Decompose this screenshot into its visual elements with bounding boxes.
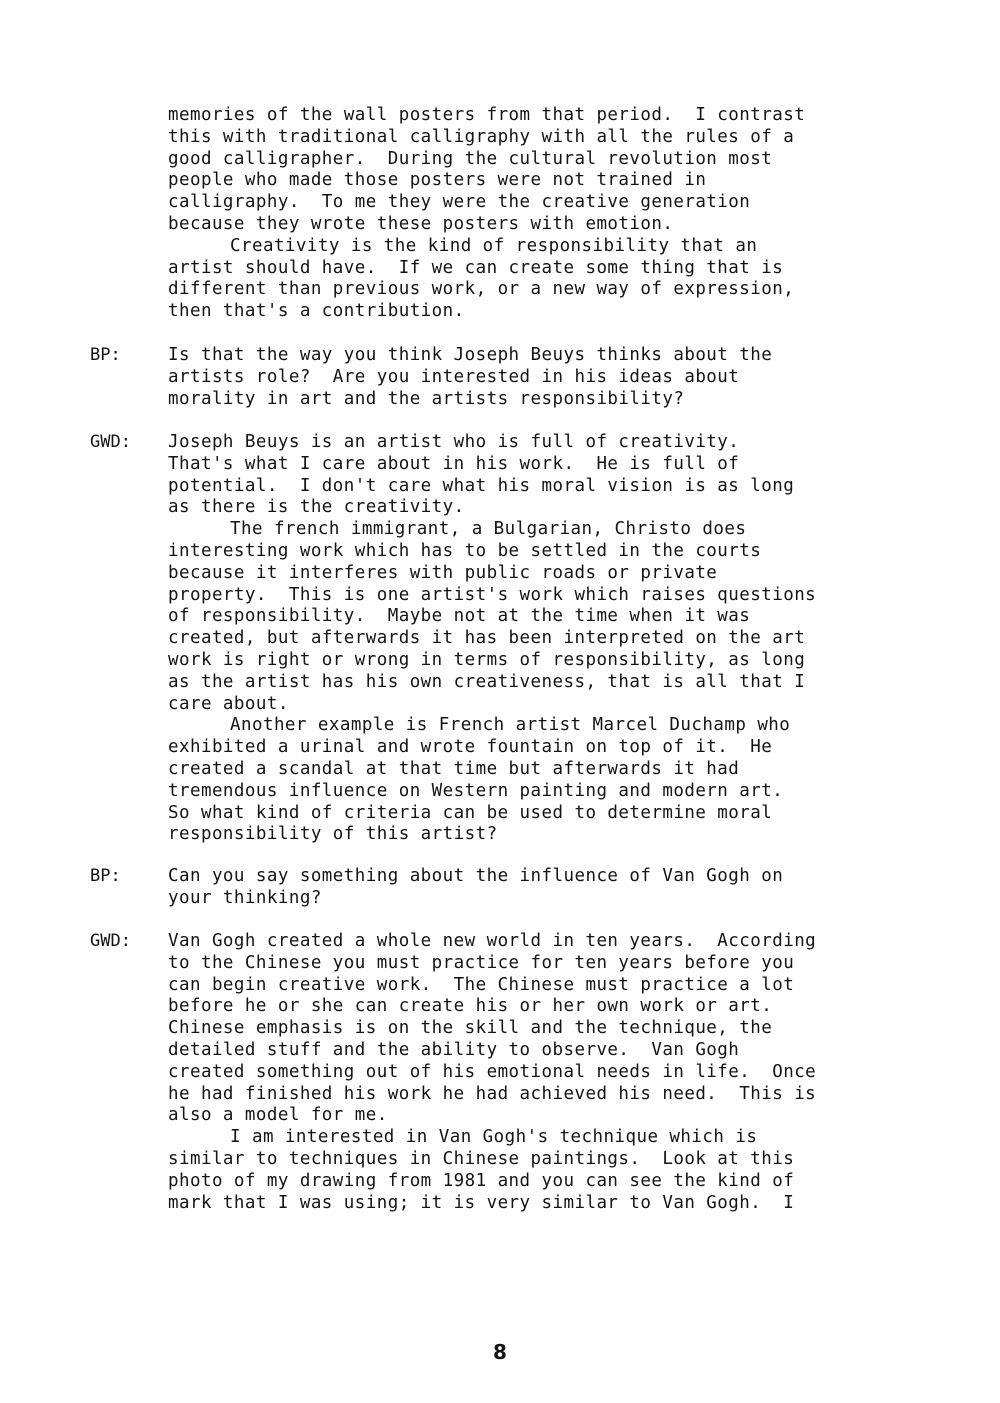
text-line: can begin creative work. The Chinese must practice a lot	[168, 974, 795, 995]
text-line: That's what I care about in his work. He is full of	[168, 453, 740, 474]
text-line: Van Gogh created a whole new world in ten years. According	[168, 931, 817, 951]
speaker-label: BP:	[90, 866, 121, 886]
text-line: this with traditional calligraphy with all the rules of a	[168, 126, 795, 147]
text-line: as the artist has his own creativeness, that is all that I	[168, 671, 806, 692]
speech-text	[168, 345, 958, 410]
speaker-label: GWD:	[90, 432, 131, 452]
paragraph	[168, 105, 958, 236]
text-line: care about.	[168, 693, 289, 714]
text-line: morality in art and the artists responsibility?	[168, 388, 685, 409]
text-line: exhibited a urinal and wrote fountain on top of it. He	[168, 737, 773, 758]
text-line: potential. I don't care what his moral vision is as long	[168, 475, 795, 496]
text-line: as there is the creativity.	[168, 497, 465, 518]
page-number: 8	[493, 1340, 507, 1364]
text-line: he had finished his work he had achieved his need. This is	[168, 1083, 817, 1104]
paragraph	[168, 1127, 958, 1214]
paragraph	[168, 432, 958, 519]
text-line: So what kind of criteria can be used to determine moral	[168, 802, 773, 823]
text-line: artists role? Are you interested in his ideas about	[168, 366, 740, 387]
text-line: property. This is one artist's work which raises questions	[168, 584, 817, 605]
text-line: Creativity is the kind of responsibility that an	[230, 235, 758, 256]
text-line: also a model for me.	[168, 1105, 388, 1126]
speaker-label: BP:	[90, 345, 121, 365]
text-line: different than previous work, or a new way of expression,	[168, 279, 795, 300]
text-line: of responsibility. Maybe not at the time when it was	[168, 606, 751, 627]
speech-text	[168, 866, 958, 910]
text-line: before he or she can create his or her own work or art.	[168, 996, 773, 1017]
text-line: similar to techniques in Chinese paintings. Look at this	[168, 1148, 795, 1169]
speech-text	[168, 432, 958, 846]
paragraph	[168, 866, 958, 910]
text-line: calligraphy. To me they were the creative generation	[168, 192, 751, 213]
text-line: created, but afterwards it has been interpreted on the art	[168, 628, 806, 649]
text-line: created something out of his emotional needs in life. Once	[168, 1061, 817, 1082]
text-line: Another example is French artist Marcel Duchamp who	[230, 715, 791, 736]
text-line: created a scandal at that time but afterwards it had	[168, 758, 740, 779]
text-line: Chinese emphasis is on the skill and the technique, the	[168, 1018, 773, 1039]
text-line: mark that I was using; it is very similar to Van Gogh. I	[168, 1192, 795, 1213]
paragraph	[168, 931, 958, 1127]
text-line: interesting work which has to be settled in the courts	[168, 540, 762, 561]
text-line: The french immigrant, a Bulgarian, Christo does	[230, 519, 747, 540]
speaker-label: GWD:	[90, 931, 131, 951]
text-line: responsibility of this artist?	[168, 824, 498, 845]
text-line: because it interferes with public roads or private	[168, 562, 718, 583]
text-line: artist should have. If we can create some thing that is	[168, 257, 784, 278]
text-line: work is right or wrong in terms of responsibility, as long	[168, 649, 806, 670]
text-line: then that's a contribution.	[168, 301, 465, 322]
text-line: detailed stuff and the ability to observe. Van Gogh	[168, 1039, 740, 1060]
text-line: Is that the way you think Joseph Beuys thinks about the	[168, 345, 773, 365]
text-line: Joseph Beuys is an artist who is full of creativity.	[168, 432, 740, 452]
speech-text	[168, 105, 958, 323]
text-line: tremendous influence on Western painting and modern art.	[168, 780, 784, 801]
speech-text	[168, 931, 958, 1214]
text-line: to the Chinese you must practice for ten years before you	[168, 952, 795, 973]
text-line: good calligrapher. During the cultural revolution most	[168, 148, 773, 169]
paragraph	[168, 715, 958, 846]
text-line: I am interested in Van Gogh's technique which is	[230, 1127, 758, 1148]
text-line: photo of my drawing from 1981 and you can see the kind of	[168, 1170, 795, 1191]
paragraph	[168, 236, 958, 323]
paragraph	[168, 345, 958, 410]
text-line: people who made those posters were not trained in	[168, 170, 707, 191]
text-line: your thinking?	[168, 887, 322, 908]
text-line: Can you say something about the influence of Van Gogh on	[168, 866, 784, 886]
text-line: memories of the wall posters from that period. I contrast	[168, 105, 806, 125]
paragraph	[168, 519, 958, 715]
text-line: because they wrote these posters with emotion.	[168, 213, 674, 234]
